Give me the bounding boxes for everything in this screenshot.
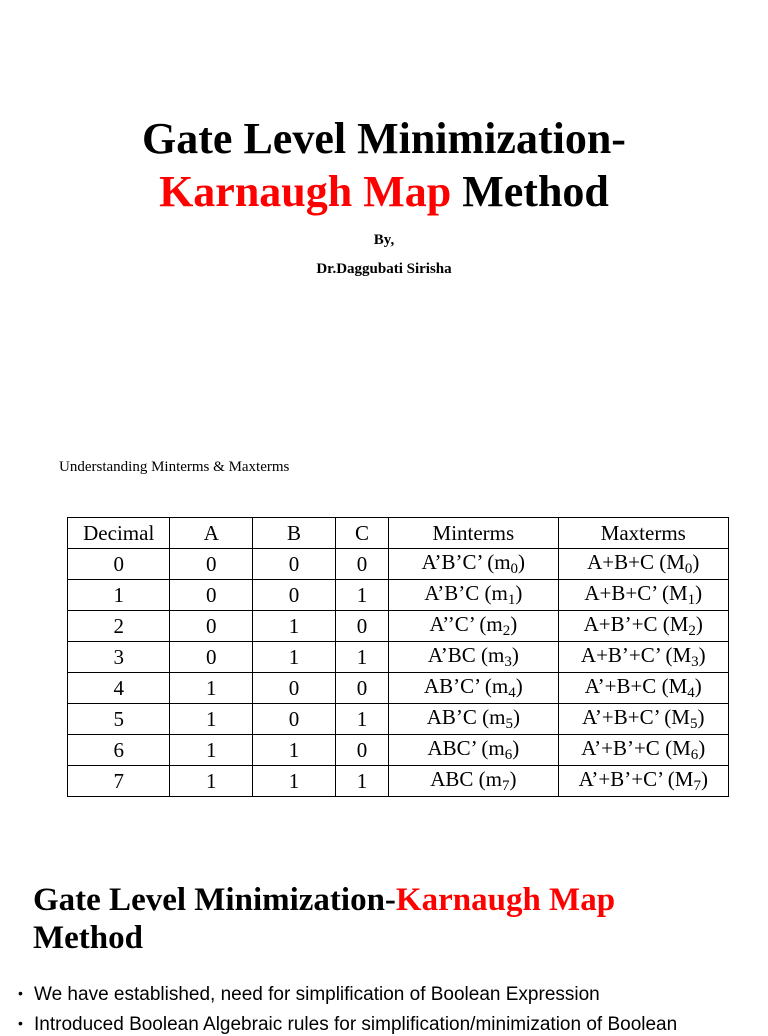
cell-minterm: AB’C’ $(m_4)$ (389, 673, 558, 704)
bullet-dot-icon: • (18, 1015, 23, 1031)
maxterm-expr: A’+B’+C (581, 736, 660, 760)
cell-b: 1 (253, 735, 336, 766)
header-maxterms: Maxterms (558, 518, 728, 549)
cell-b: 0 (253, 704, 336, 735)
cell-maxterm: A+B+C $(M_0)$ (558, 549, 728, 580)
cell-maxterm: A’+B+C $(M_4)$ (558, 673, 728, 704)
cell-c: 0 (335, 673, 388, 704)
cell-minterm: A’B’C’ $(m_0)$ (389, 549, 558, 580)
minterm-index: 6 (504, 747, 513, 763)
maxterm-expr: A’+B’+C’ (578, 767, 663, 791)
cell-a: 1 (170, 704, 253, 735)
minterm-id: m (488, 736, 505, 760)
cell-maxterm: A+B’+C $(M_2)$ (558, 611, 728, 642)
table-row (68, 611, 729, 642)
minterm-id: m (494, 550, 511, 574)
by-label: By, (373, 232, 395, 248)
table-row (68, 642, 729, 673)
maxterm-id: M (669, 612, 689, 636)
minterm-expr: AB’C’ (424, 674, 480, 698)
maxterm-id: M (672, 736, 691, 760)
maxterm-index: 3 (691, 654, 699, 670)
table-row (68, 549, 729, 580)
cell-a: 0 (170, 611, 253, 642)
cell-minterm: AB’C $(m_5)$ (389, 704, 558, 735)
cell-decimal: 2 (68, 611, 170, 642)
cell-b: 0 (253, 673, 336, 704)
maxterm-index: 5 (689, 716, 698, 732)
cell-maxterm: A+B’+C’ $(M_3)$ (558, 642, 728, 673)
slide-2-title-black: Gate Level Minimization- (33, 882, 396, 918)
author-name: Dr.Daggubati Sirisha (316, 261, 452, 277)
maxterm-index: 6 (690, 747, 699, 763)
title-line-1: Gate Level Minimization- (142, 114, 626, 163)
minterm-id: m (491, 581, 508, 605)
minterm-id: m (491, 674, 509, 698)
minterm-index: 2 (502, 623, 511, 639)
cell-decimal: 6 (68, 735, 170, 766)
cell-minterm: A’’C’ $(m_2)$ (389, 611, 558, 642)
maxterm-index: 2 (688, 623, 696, 639)
cell-maxterm: A’+B+C’ $(M_5)$ (558, 704, 728, 735)
minterm-maxterm-table (67, 517, 729, 797)
cell-b: 0 (253, 580, 336, 611)
table-subheading: Understanding Minterms & Maxterms (59, 459, 290, 475)
slide-2-title-line-1 (33, 881, 615, 919)
cell-maxterm: A+B+C’ $(M_1)$ (558, 580, 728, 611)
maxterm-expr: A’+B+C (584, 674, 657, 698)
minterm-expr: A’’C’ (429, 612, 475, 636)
minterm-id: m (485, 767, 502, 791)
minterm-expr: ABC’ (427, 736, 477, 760)
cell-c: 1 (335, 642, 388, 673)
minterm-expr: ABC (430, 767, 474, 791)
cell-minterm: ABC’ $(m_6)$ (389, 735, 558, 766)
maxterm-id: M (671, 705, 690, 729)
cell-a: 1 (170, 766, 253, 797)
cell-b: 0 (253, 549, 336, 580)
maxterm-expr: A+B+C’ (584, 581, 657, 605)
cell-decimal: 3 (68, 642, 170, 673)
table-row (68, 673, 729, 704)
cell-c: 1 (335, 580, 388, 611)
maxterm-expr: A’+B+C’ (582, 705, 660, 729)
cell-c: 1 (335, 704, 388, 735)
cell-c: 1 (335, 766, 388, 797)
cell-a: 0 (170, 549, 253, 580)
minterm-index: 1 (507, 592, 516, 608)
header-c: C (335, 518, 388, 549)
minterm-index: 5 (505, 716, 513, 732)
cell-b: 1 (253, 611, 336, 642)
header-decimal: Decimal (68, 518, 170, 549)
cell-c: 0 (335, 735, 388, 766)
table-row (68, 766, 729, 797)
bullet-text: We have established, need for simplification of Boolean Expression (34, 984, 600, 1005)
minterm-id: m (489, 705, 506, 729)
cell-decimal: 7 (68, 766, 170, 797)
cell-decimal: 5 (68, 704, 170, 735)
minterm-index: 4 (508, 685, 516, 701)
cell-a: 1 (170, 673, 253, 704)
maxterm-index: 0 (684, 561, 693, 577)
cell-b: 1 (253, 766, 336, 797)
minterm-expr: AB’C (426, 705, 477, 729)
maxterm-expr: A+B’+C (583, 612, 658, 636)
cell-b: 1 (253, 642, 336, 673)
minterm-index: 0 (510, 561, 519, 577)
cell-maxterm: A’+B’+C $(M_6)$ (558, 735, 728, 766)
cell-a: 1 (170, 735, 253, 766)
cell-maxterm: A’+B’+C’ $(M_7)$ (558, 766, 728, 797)
slide-2-title-red: Karnaugh Map (395, 882, 616, 918)
cell-a: 0 (170, 580, 253, 611)
maxterm-index: 1 (687, 592, 696, 608)
cell-minterm: A’BC $(m_3)$ (389, 642, 558, 673)
table-row (68, 580, 729, 611)
minterm-id: m (486, 612, 503, 636)
header-minterms: Minterms (389, 518, 558, 549)
maxterm-id: M (668, 581, 688, 605)
table-row (68, 704, 729, 735)
cell-c: 0 (335, 611, 388, 642)
minterm-index: 7 (502, 778, 510, 794)
minterm-expr: A’B’C (424, 581, 480, 605)
minterm-index: 3 (504, 654, 512, 670)
minterm-id: m (487, 643, 505, 667)
title-method: Method (451, 167, 609, 216)
maxterm-index: 4 (687, 685, 695, 701)
maxterm-id: M (666, 550, 685, 574)
maxterm-expr: A+B+C (587, 550, 654, 574)
bullet-item (18, 984, 600, 1006)
maxterm-expr: A+B’+C’ (580, 643, 661, 667)
table-row (68, 735, 729, 766)
cell-decimal: 4 (68, 673, 170, 704)
minterm-expr: A’BC (427, 643, 476, 667)
cell-minterm: A’B’C $(m_1)$ (389, 580, 558, 611)
bullet-dot-icon: • (18, 985, 23, 1001)
minterm-expr: A’B’C’ (421, 550, 482, 574)
maxterm-id: M (668, 674, 688, 698)
slide-2-title-line-2: Method (33, 920, 143, 956)
header-a: A (170, 518, 253, 549)
cell-minterm: ABC $(m_7)$ (389, 766, 558, 797)
title-line-2 (0, 167, 768, 217)
maxterm-id: M (674, 767, 694, 791)
cell-c: 0 (335, 549, 388, 580)
cell-decimal: 0 (68, 549, 170, 580)
header-b: B (253, 518, 336, 549)
maxterm-id: M (672, 643, 692, 667)
maxterm-index: 7 (693, 778, 701, 794)
title-highlight: Karnaugh Map (159, 167, 452, 216)
bullet-text: Introduced Boolean Algebraic rules for simplification/minimization of Boolean (34, 1014, 678, 1035)
bullet-item (18, 1014, 677, 1036)
cell-decimal: 1 (68, 580, 170, 611)
cell-a: 0 (170, 642, 253, 673)
table-header-row (68, 518, 729, 549)
